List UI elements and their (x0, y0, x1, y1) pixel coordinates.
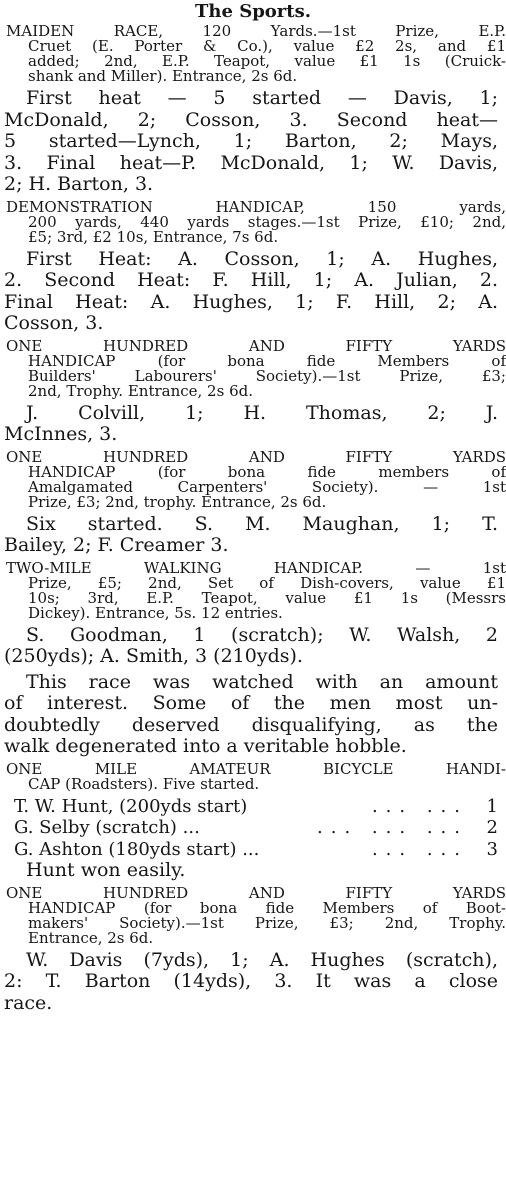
event-line: MAIDEN RACE, 120 Yards.—1st Prize, E.P. (6, 24, 506, 39)
table-cell-name: T. W. Hunt, (200yds start) (14, 795, 248, 817)
event-header (0, 450, 506, 510)
event-line: HANDICAP (for bona fide members of (28, 464, 506, 480)
event-line: 2nd, Trophy. Entrance, 2s 6d. (28, 383, 253, 399)
result-paragraph (0, 860, 506, 882)
result-line: 2: T. Barton (14yds), 3. It was a close (4, 971, 498, 992)
table-cell-name: G. Selby (scratch) ... (14, 817, 200, 838)
result-line: Six started. S. M. Maughan, 1; T. (26, 513, 498, 535)
results-table (0, 796, 506, 861)
event-line: Builders' Labourers' Society).—1st Prize, £3; (28, 368, 506, 384)
result-line: Bailey, 2; F. Creamer 3. (4, 535, 229, 556)
event-line: HANDICAP (for bona fide Members of (28, 353, 506, 369)
article-body (0, 24, 506, 1018)
event-line: Dickey). Entrance, 5s. 12 entries. (28, 605, 283, 621)
table-row (14, 796, 498, 818)
event-header (0, 24, 506, 84)
result-line: race. (4, 992, 53, 1014)
table-cell-name: G. Ashton (180yds start) ... (14, 838, 260, 860)
result-line: First heat — 5 started — Davis, 1; (26, 88, 498, 109)
result-line: Final Heat: A. Hughes, 1; F. Hill, 2; A. (4, 291, 498, 313)
table-cell-dots: ... ... (371, 838, 468, 860)
result-paragraph (0, 625, 506, 668)
result-paragraph (0, 950, 506, 1015)
result-paragraph (0, 514, 506, 557)
table-cell-dots: ... ... ... (317, 817, 468, 838)
event-line: makers' Society).—1st Prize, £3; 2nd, Trophy. (28, 915, 506, 931)
section-heading: The Sports. (195, 1, 311, 22)
event-line: CAP (Roadsters). Five started. (28, 776, 260, 792)
event-line: 200 yards, 440 yards stages.—1st Prize, £10; 2nd, (28, 214, 506, 230)
result-line: 2; H. Barton, 3. (4, 174, 154, 195)
event-line: Prize, £3; 2nd, trophy. Entrance, 2s 6d. (28, 494, 327, 510)
result-line: doubtedly deserved disqualifying, as the (4, 714, 498, 736)
event-line: ONE MILE AMATEUR BICYCLE HANDI- (6, 761, 506, 777)
event-line: Cruet (E. Porter & Co.), value £2 2s, and £1 (28, 39, 506, 54)
result-line: Cosson, 3. (4, 313, 104, 334)
result-line: 2. Second Heat: F. Hill, 1; A. Julian, 2. (4, 270, 498, 291)
event-line: TWO-MILE WALKING HANDICAP. — 1st (6, 560, 506, 576)
table-row (14, 839, 498, 861)
result-line: J. Colvill, 1; H. Thomas, 2; J. (26, 402, 498, 424)
event-header (0, 200, 506, 245)
event-header (0, 762, 506, 792)
result-line: S. Goodman, 1 (scratch); W. Walsh, 2 (26, 624, 498, 646)
result-line: First Heat: A. Cosson, 1; A. Hughes, (26, 248, 498, 270)
result-line: 5 started—Lynch, 1; Barton, 2; Mays, (4, 131, 498, 152)
result-line: McInnes, 3. (4, 424, 118, 445)
table-cell-pos: 1 (486, 795, 498, 817)
event-header (0, 339, 506, 399)
result-paragraph (0, 88, 506, 196)
result-paragraph (0, 672, 506, 758)
table-cell-pos: 3 (486, 838, 498, 860)
event-line: Amalgamated Carpenters' Society). — 1st (28, 479, 506, 495)
result-line: (250yds); A. Smith, 3 (210yds). (4, 646, 303, 667)
event-line: £5; 3rd, £2 10s, Entrance, 7s 6d. (28, 229, 279, 245)
result-line: McDonald, 2; Cosson, 3. Second heat— (4, 109, 498, 131)
result-paragraph (0, 403, 506, 446)
event-line: ONE HUNDRED AND FIFTY YARDS (6, 885, 506, 901)
result-paragraph (0, 249, 506, 335)
table-cell-dots: ... ... (371, 795, 468, 817)
event-line: ONE HUNDRED AND FIFTY YARDS (6, 449, 506, 465)
result-line: 3. Final heat—P. McDonald, 1; W. Davis, (4, 152, 498, 174)
table-row (14, 817, 498, 839)
result-line: walk degenerated into a veritable hobble. (4, 736, 407, 757)
event-line: HANDICAP (for bona fide Members of Boot- (28, 900, 506, 916)
event-line: 10s; 3rd, E.P. Teapot, value £1 1s (Messrs (28, 590, 506, 606)
event-line: DEMONSTRATION HANDICAP, 150 yards, (6, 199, 506, 215)
event-header (0, 886, 506, 946)
event-header (0, 561, 506, 621)
event-line: Entrance, 2s 6d. (28, 930, 154, 946)
event-line: shank and Miller). Entrance, 2s 6d. (28, 69, 298, 84)
event-line: ONE HUNDRED AND FIFTY YARDS (6, 338, 506, 354)
result-line: of interest. Some of the men most un- (4, 693, 498, 714)
result-line: W. Davis (7yds), 1; A. Hughes (scratch), (26, 949, 498, 971)
result-line: This race was watched with an amount (26, 671, 498, 693)
result-line: Hunt won easily. (26, 860, 186, 881)
section-gap (0, 1014, 506, 1018)
event-line: added; 2nd, E.P. Teapot, value £1 1s (Cruick- (28, 54, 506, 69)
table-cell-pos: 2 (486, 817, 498, 838)
event-line: Prize, £5; 2nd, Set of Dish-covers, value £1 (28, 575, 506, 591)
